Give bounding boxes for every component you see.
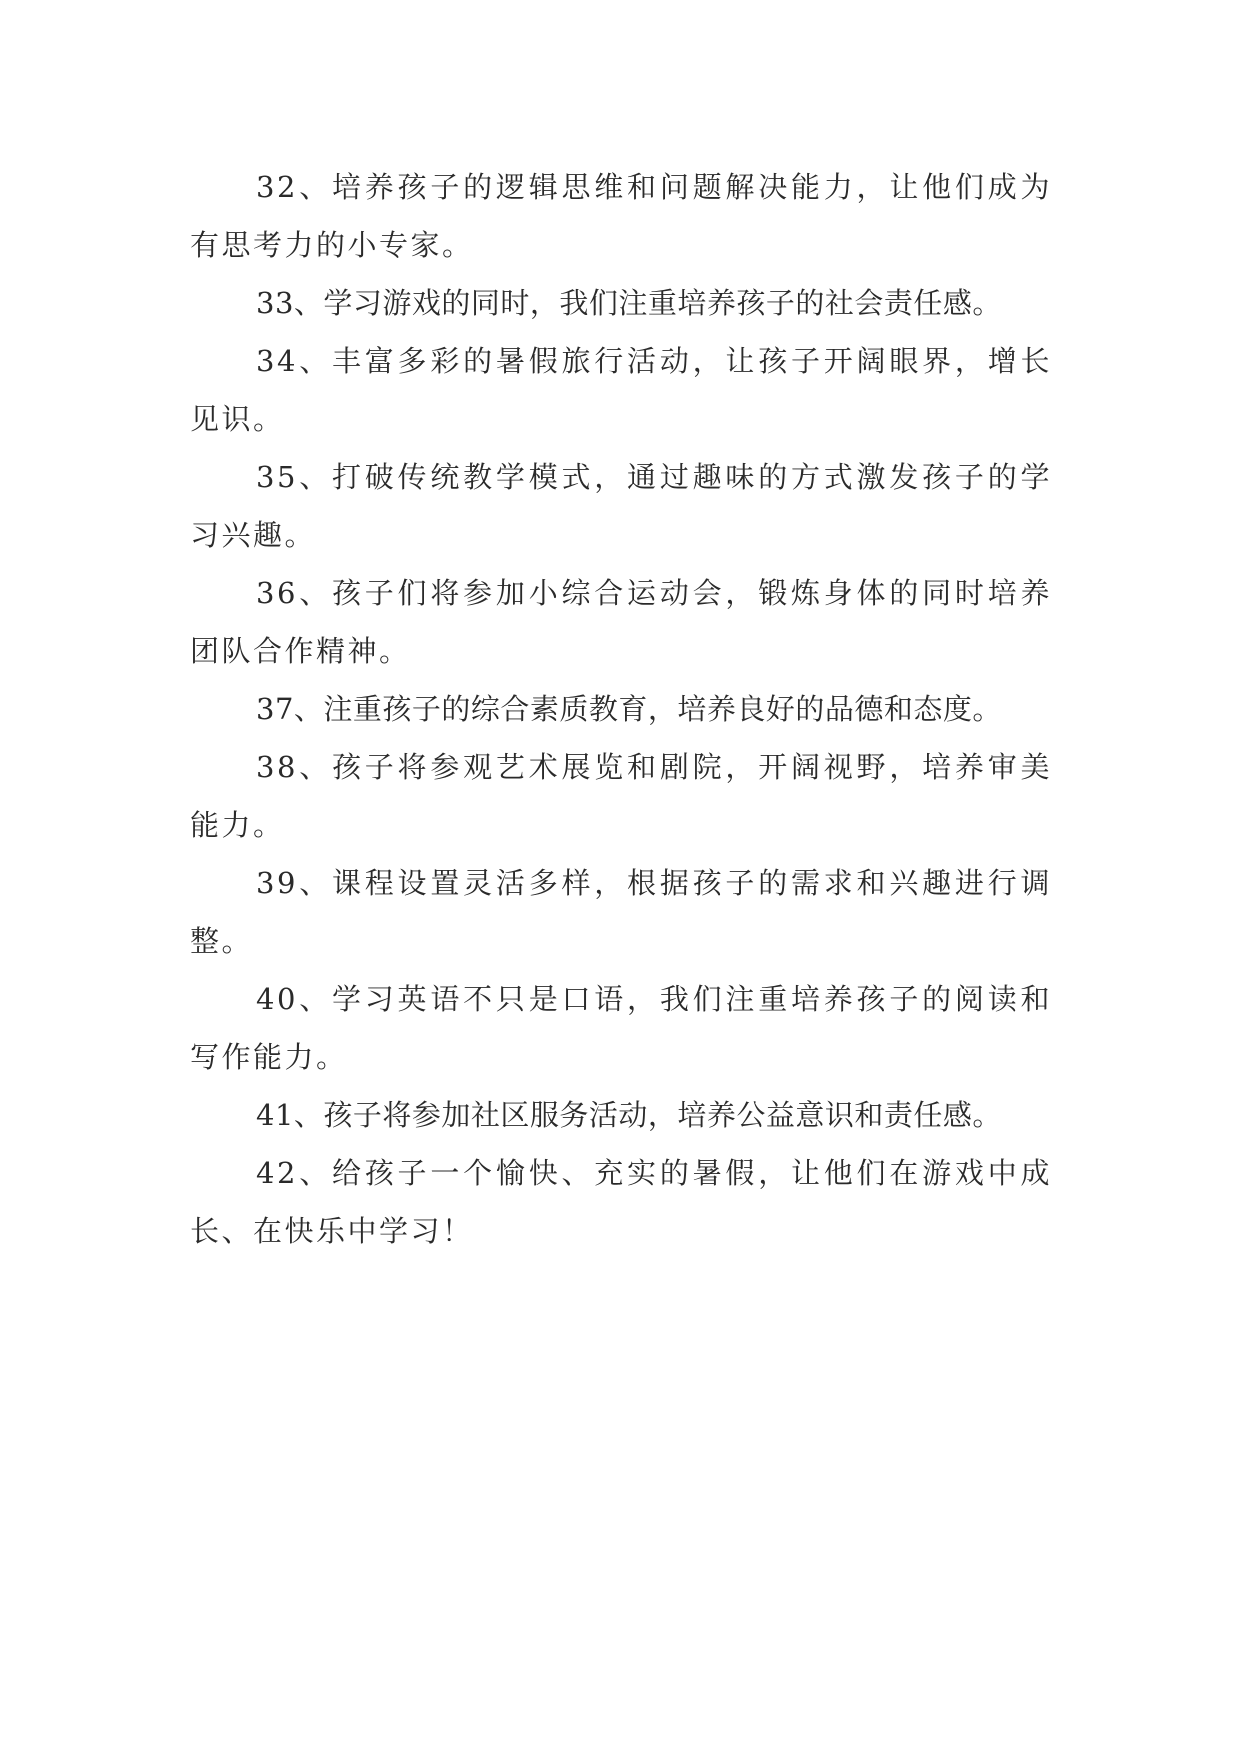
paragraph-35: 35、打破传统教学模式，通过趣味的方式激发孩子的学习兴趣。 bbox=[190, 460, 1052, 552]
paragraph-33: 33、学习游戏的同时，我们注重培养孩子的社会责任感。 bbox=[256, 286, 1002, 320]
paragraph-41: 41、孩子将参加社区服务活动，培养公益意识和责任感。 bbox=[256, 1098, 1002, 1132]
paragraph-32: 32、培养孩子的逻辑思维和问题解决能力，让他们成为有思考力的小专家。 bbox=[190, 170, 1052, 262]
paragraph-34: 34、丰富多彩的暑假旅行活动，让孩子开阔眼界，增长见识。 bbox=[190, 344, 1052, 436]
paragraph-40: 40、学习英语不只是口语，我们注重培养孩子的阅读和写作能力。 bbox=[190, 982, 1052, 1074]
paragraph-38: 38、孩子将参观艺术展览和剧院，开阔视野，培养审美能力。 bbox=[190, 750, 1052, 842]
paragraph-39: 39、课程设置灵活多样，根据孩子的需求和兴趣进行调整。 bbox=[190, 866, 1052, 958]
paragraph-36: 36、孩子们将参加小综合运动会，锻炼身体的同时培养团队合作精神。 bbox=[190, 576, 1052, 668]
paragraph-42: 42、给孩子一个愉快、充实的暑假，让他们在游戏中成长、在快乐中学习！ bbox=[190, 1156, 1052, 1248]
document-body bbox=[190, 158, 1052, 1260]
paragraph-37: 37、注重孩子的综合素质教育，培养良好的品德和态度。 bbox=[256, 692, 1002, 726]
